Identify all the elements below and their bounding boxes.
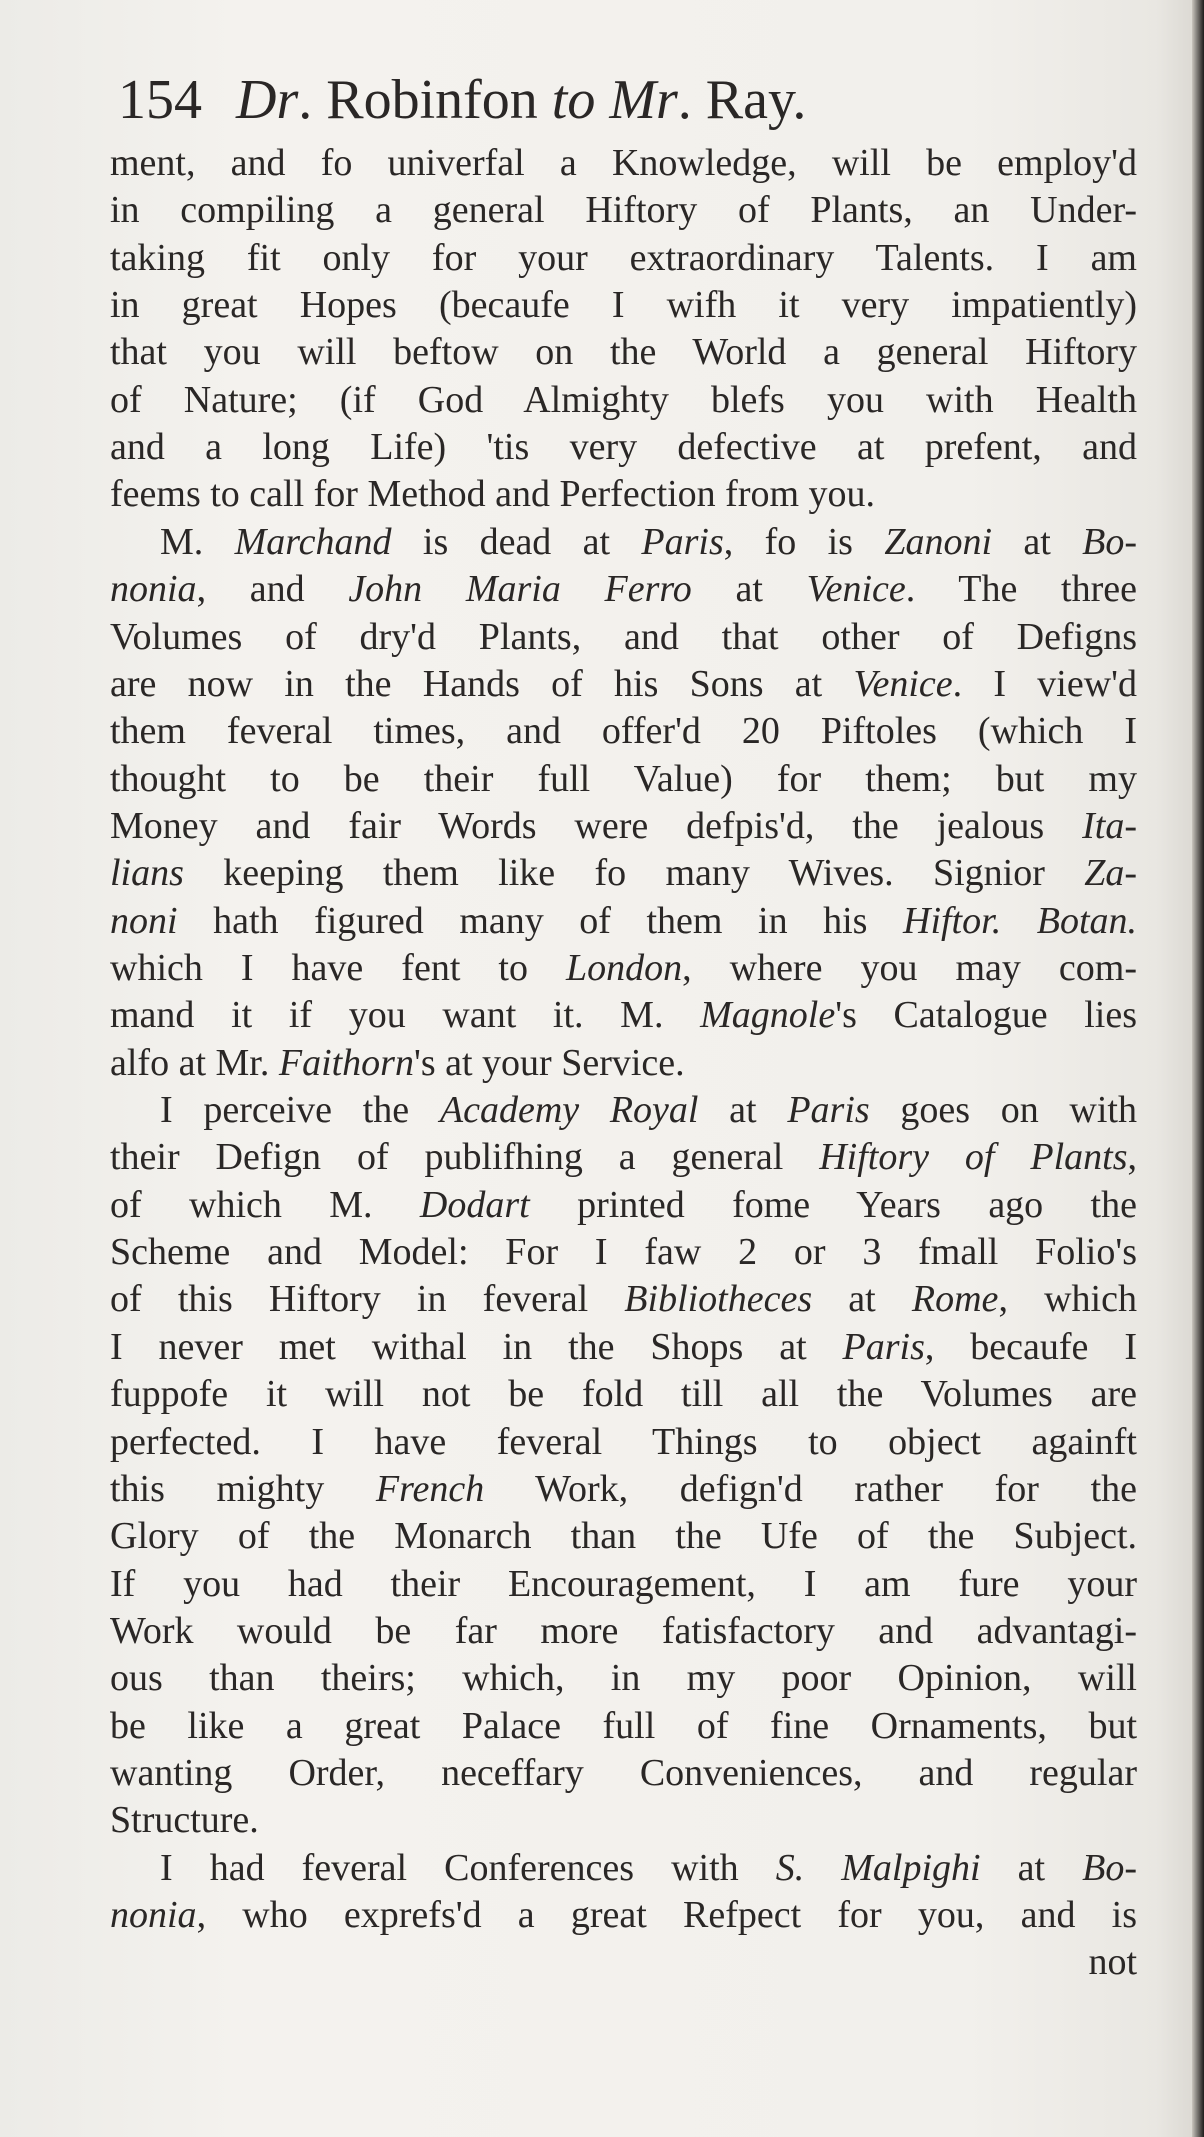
text-segment: wanting Order, neceffary Conveniences, and regular	[110, 1751, 1137, 1794]
text-segment: of which M.	[110, 1183, 420, 1226]
text-segment: I never met withal in the Shops at	[110, 1325, 843, 1368]
text-line	[110, 849, 1137, 897]
text-segment: keeping them like fo many Wives. Signior	[183, 852, 1085, 895]
italic-text: S. Malpighi	[775, 1846, 981, 1889]
text-segment: , and	[196, 568, 349, 611]
italic-text: Bo-	[1082, 1846, 1138, 1889]
text-line	[110, 1560, 1137, 1608]
italic-text: noni	[110, 899, 178, 942]
text-line	[110, 565, 1137, 613]
text-line	[110, 470, 1137, 518]
italic-text: French	[375, 1467, 485, 1510]
italic-text: nonia	[110, 1894, 197, 1936]
italic-text: Hiftory of Plants	[819, 1136, 1128, 1179]
text-line	[110, 1323, 1137, 1371]
italic-text: Bo-	[1082, 520, 1137, 563]
italic-text: Ita-	[1082, 804, 1137, 847]
text-segment: , where you may com-	[682, 947, 1137, 989]
text-line	[110, 991, 1137, 1039]
text-segment: , fo is	[723, 520, 885, 563]
text-segment: , who exprefs'd a great Refpect for you, and is	[196, 1894, 1137, 1936]
text-line	[110, 1465, 1137, 1513]
text-segment: at	[992, 520, 1083, 563]
header-title-part: . Robinfon	[298, 69, 552, 131]
text-line	[110, 613, 1137, 661]
italic-text: Magnole	[700, 994, 836, 1037]
text-line	[110, 1370, 1137, 1418]
text-segment: of this Hiftory in feveral	[110, 1278, 625, 1321]
text-line	[110, 1702, 1137, 1750]
text-segment: in great Hopes (becaufe I wifh it very impatiently)	[110, 284, 1137, 327]
text-line	[110, 376, 1137, 424]
text-segment: at	[698, 1089, 788, 1131]
text-segment: Volumes of dry'd Plants, and that other of Defigns	[110, 615, 1137, 658]
italic-text: Paris	[641, 520, 724, 563]
text-segment: ous than theirs; which, in my poor Opinion, will	[110, 1657, 1137, 1700]
italic-text: Rome	[911, 1278, 999, 1321]
text-line	[110, 186, 1137, 234]
text-segment: at	[980, 1846, 1083, 1889]
text-line	[110, 1181, 1137, 1229]
text-segment: I had feveral Conferences with	[160, 1846, 776, 1889]
italic-text: lians	[110, 852, 184, 895]
text-segment: , becaufe I	[924, 1325, 1137, 1368]
text-line	[110, 944, 1137, 992]
text-line	[110, 1228, 1137, 1276]
text-segment: taking fit only for your extraordinary Talents. I am	[110, 236, 1137, 279]
text-line	[160, 1086, 1137, 1134]
text-line	[110, 897, 1137, 945]
text-segment: is dead at	[391, 520, 642, 563]
text-segment: mand it if you want it. M.	[110, 994, 701, 1037]
text-segment: . I view'd	[952, 662, 1137, 705]
text-segment: goes on with	[869, 1089, 1137, 1131]
text-line	[160, 1844, 1137, 1892]
text-segment: of Nature; (if God Almighty blefs you with Health	[110, 378, 1137, 421]
italic-text: Bibliotheces	[624, 1278, 813, 1321]
header-title-part: Dr	[236, 69, 299, 131]
italic-text: Dodart	[419, 1183, 530, 1226]
text-line	[110, 802, 1137, 850]
italic-text: Marchand	[234, 520, 392, 563]
italic-text: Za-	[1084, 852, 1137, 895]
text-segment: hath figured many of them in his	[177, 899, 903, 942]
text-segment: not	[1088, 1941, 1137, 1984]
text-segment: and a long Life) 'tis very defective at prefent, and	[110, 426, 1137, 469]
italic-text: Hiftor. Botan.	[903, 899, 1137, 942]
text-line	[110, 1133, 1137, 1181]
text-segment: I perceive the	[160, 1089, 440, 1131]
header-title-part: . Ray.	[677, 69, 807, 131]
text-segment: feems to call for Method and Perfection from you.	[110, 473, 876, 516]
text-line	[110, 1512, 1137, 1560]
text-segment: their Defign of publifhing a general	[110, 1136, 820, 1179]
text-line	[110, 1275, 1137, 1323]
italic-text: Academy Royal	[439, 1089, 699, 1131]
italic-text: London	[565, 947, 683, 989]
text-segment: that you will beftow on the World a general Hiftory	[110, 331, 1137, 374]
text-segment: at	[812, 1278, 912, 1321]
text-segment: at	[691, 568, 807, 611]
text-line	[110, 1418, 1137, 1466]
text-segment: 's at your Service.	[413, 1041, 685, 1084]
text-segment: ment, and fo univerfal a Knowledge, will be employ'd	[110, 142, 1137, 184]
catchword	[1075, 1938, 1137, 1986]
page-number: 154	[118, 69, 202, 131]
text-line	[110, 1891, 1137, 1939]
text-line	[110, 423, 1137, 471]
text-line	[110, 139, 1137, 187]
text-segment: which I have fent to	[110, 947, 566, 989]
italic-text: John Maria Ferro	[348, 568, 692, 611]
italic-text: Venice	[853, 662, 953, 705]
text-segment: alfo at Mr.	[110, 1041, 279, 1084]
text-segment: Structure.	[110, 1799, 259, 1842]
text-line	[110, 281, 1137, 329]
text-line	[110, 328, 1137, 376]
text-segment: in compiling a general Hiftory of Plants, an Under-	[110, 189, 1137, 232]
text-segment: be like a great Palace full of fine Ornaments, but	[110, 1704, 1137, 1747]
text-line	[110, 755, 1137, 803]
text-line	[110, 1654, 1137, 1702]
text-segment: . The three	[905, 568, 1137, 611]
text-segment: this mighty	[110, 1467, 376, 1510]
text-segment: Money and fair Words were defpis'd, the jealous	[110, 804, 1083, 847]
text-line	[110, 1039, 1137, 1087]
italic-text: Venice	[806, 568, 906, 611]
text-segment: Work would be far more fatisfactory and advantagi-	[110, 1609, 1137, 1652]
text-segment: Work, defign'd rather for the	[484, 1467, 1138, 1510]
text-segment: thought to be their full Value) for them; but my	[110, 757, 1137, 800]
italic-text: Faithorn	[278, 1041, 414, 1084]
text-segment: If you had their Encouragement, I am fure your	[110, 1562, 1137, 1605]
text-line	[110, 707, 1137, 755]
text-line	[110, 234, 1137, 282]
header-title-part: to Mr	[551, 69, 678, 131]
text-segment: them feveral times, and offer'd 20 Piftoles (which I	[110, 710, 1137, 753]
text-segment: Scheme and Model: For I faw 2 or 3 fmall Folio's	[110, 1231, 1137, 1273]
text-segment: M.	[160, 520, 235, 563]
italic-text: Paris	[787, 1089, 870, 1131]
text-segment: fuppofe it will not be fold till all the Volumes are	[110, 1373, 1137, 1416]
italic-text: Zanoni	[884, 520, 993, 563]
text-segment: are now in the Hands of his Sons at	[110, 662, 854, 705]
text-segment: printed fome Years ago the	[529, 1183, 1137, 1226]
text-line	[110, 1749, 1137, 1797]
text-segment: ,	[1127, 1136, 1137, 1179]
text-segment: , which	[998, 1278, 1137, 1321]
text-line	[110, 660, 1137, 708]
text-line	[110, 1607, 1137, 1655]
text-segment: 's Catalogue lies	[835, 994, 1137, 1037]
text-line	[110, 1796, 1137, 1844]
text-segment: Glory of the Monarch than the Ufe of the Subject.	[110, 1515, 1137, 1558]
italic-text: nonia	[110, 568, 197, 611]
text-segment: perfected. I have feveral Things to object againft	[110, 1420, 1137, 1463]
italic-text: Paris	[842, 1325, 925, 1368]
text-line	[160, 518, 1137, 566]
